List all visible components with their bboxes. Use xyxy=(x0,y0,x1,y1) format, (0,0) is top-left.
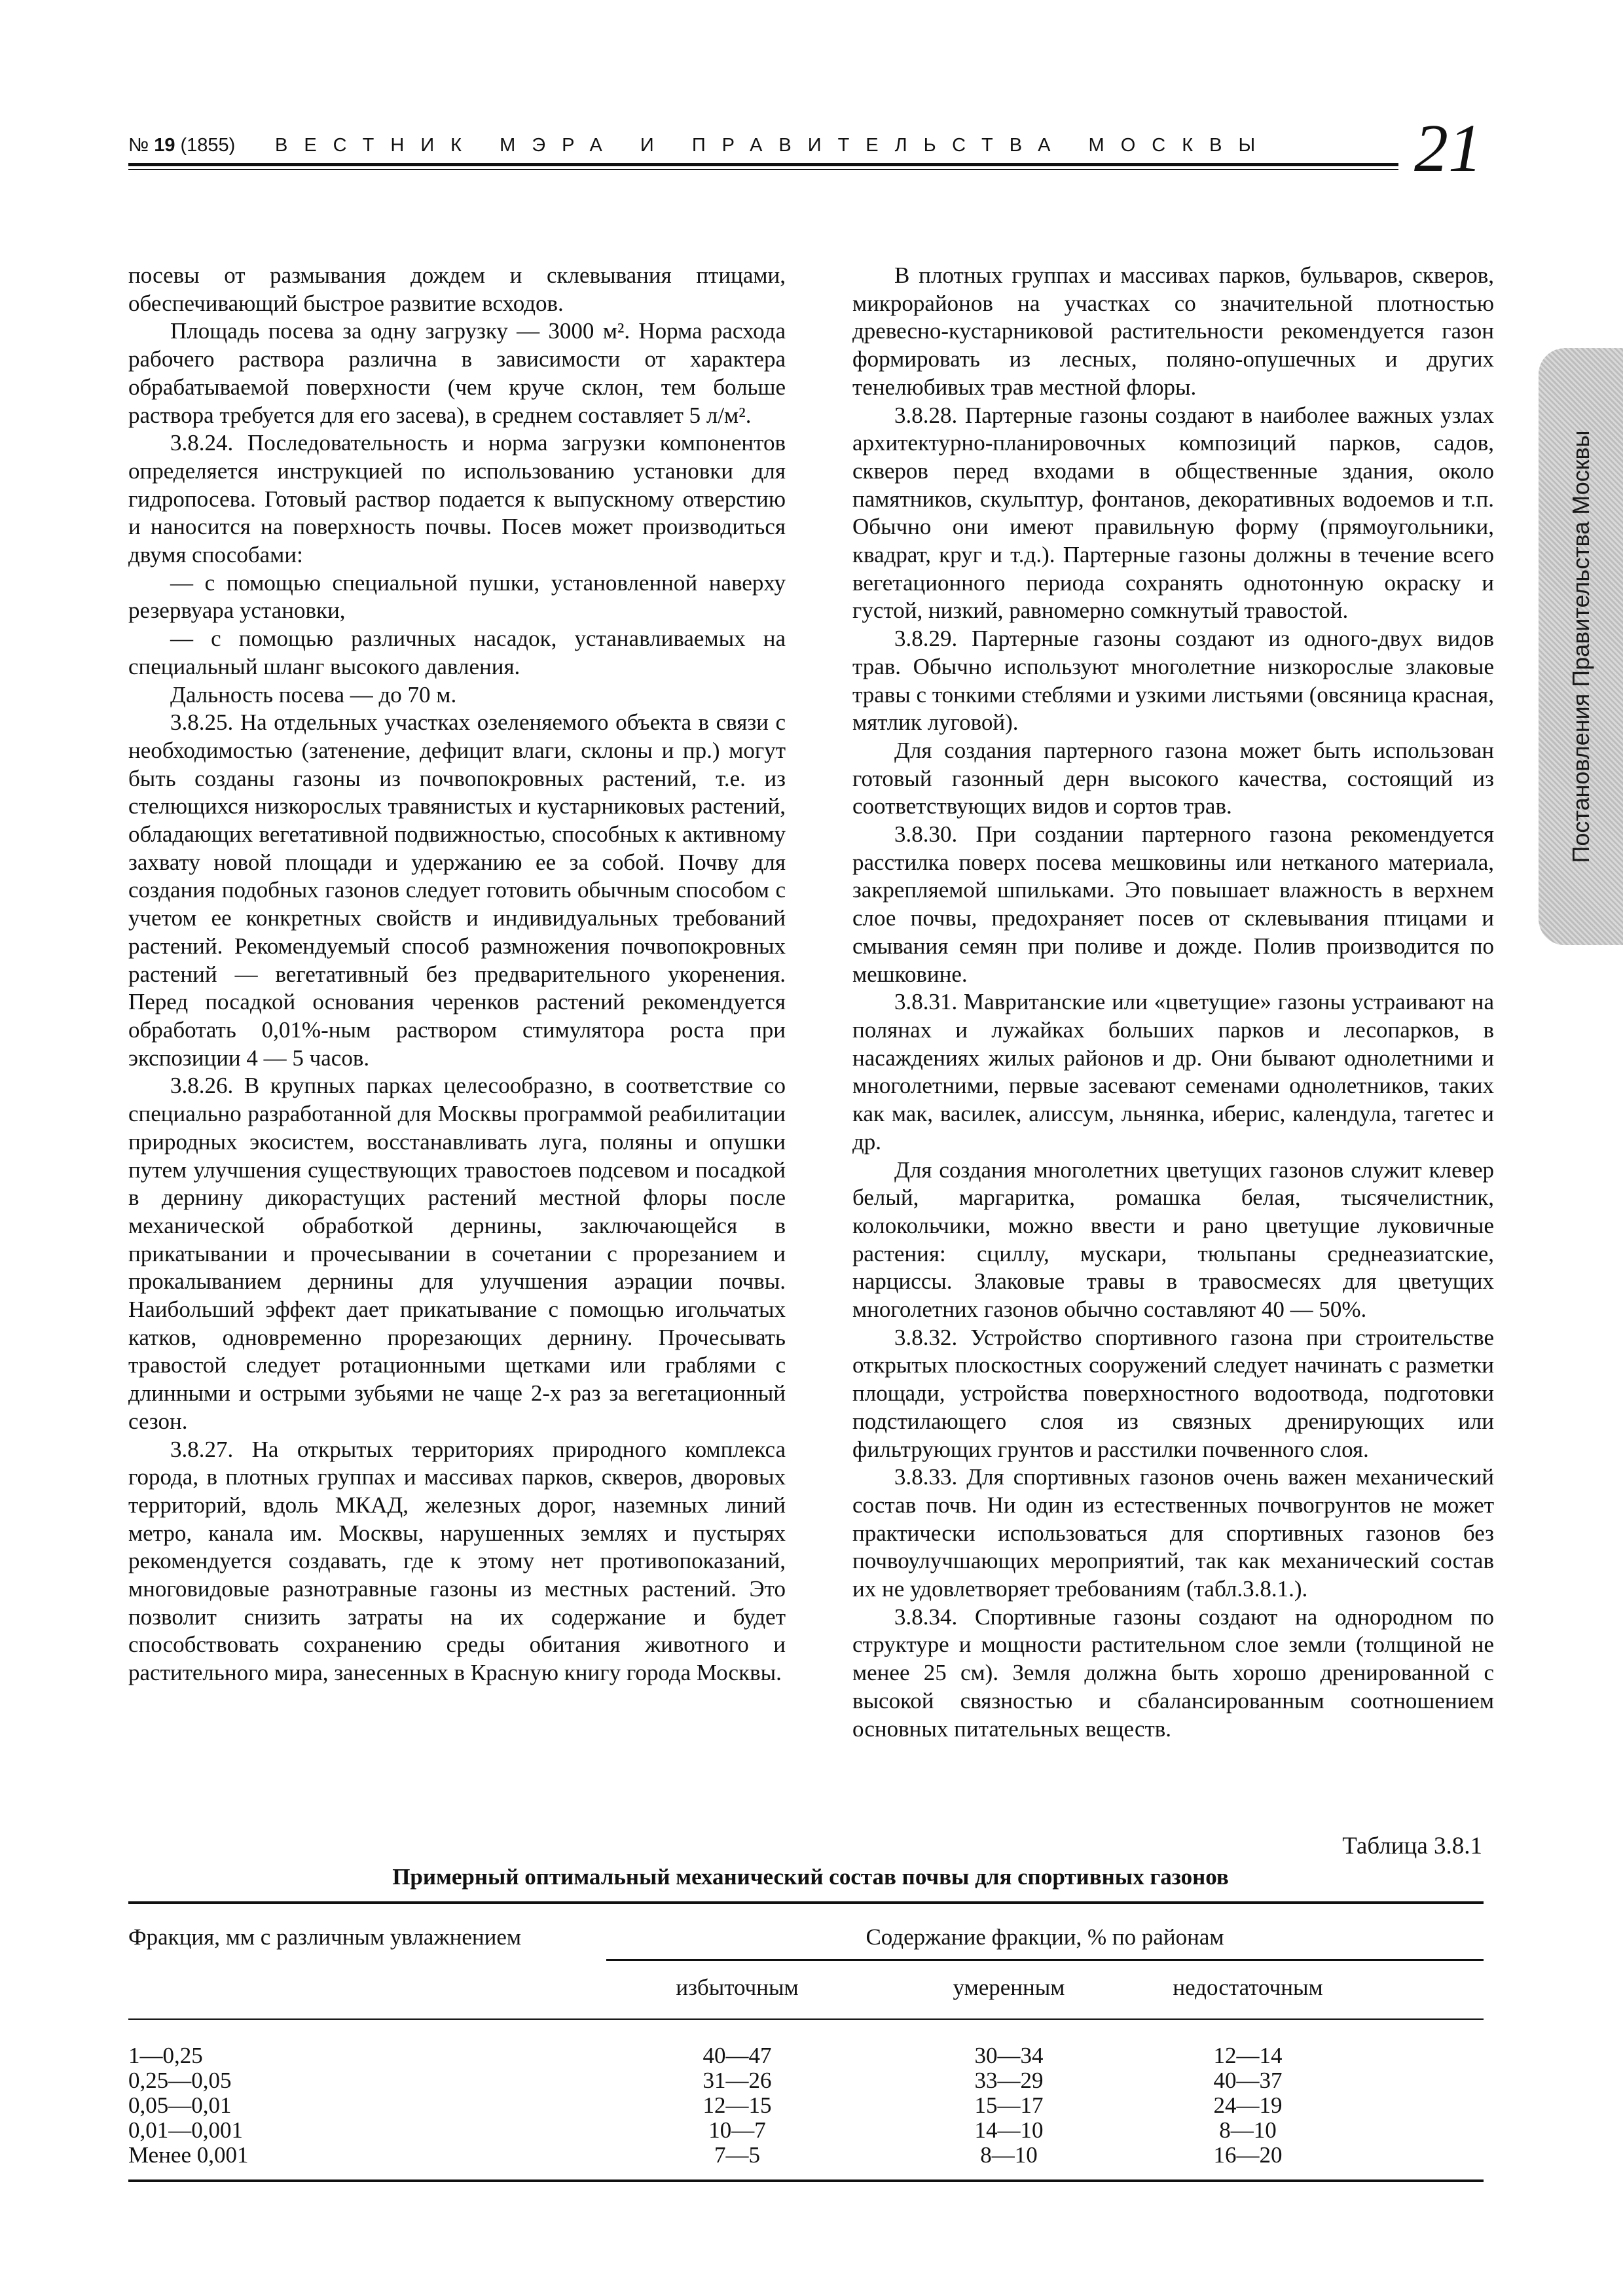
value-cell: 12—15 xyxy=(702,2092,772,2118)
issue-label: № xyxy=(128,135,149,156)
paragraph: 3.8.29. Партерные газоны создают из одного-двух видов трав. Обычно используют многолетние низкорослые злаковые травы с тонкими стеблями и узкими листьями (овсяница красная, мятлик луговой). xyxy=(852,626,1494,736)
table-row xyxy=(128,2019,1484,2068)
table-row xyxy=(128,2093,1484,2118)
paragraph: — с помощью различных насадок, устанавливаемых на специальный шланг высокого давления. xyxy=(128,626,786,679)
table-row xyxy=(128,2068,1484,2093)
paragraph: Площадь посева за одну загрузку — 3000 м². Норма расхода рабочего раствора различна в зависимости от характера обрабатываемой поверхности (чем круче склон, тем больше раствора требуется для его засева), в среднем составляет 5 л/м². xyxy=(128,318,786,428)
subheader-excessive: избыточным xyxy=(606,1960,868,2020)
issue-serial: (1855) xyxy=(180,135,236,156)
header-rule-thin xyxy=(128,169,1398,170)
value-cell: 10—7 xyxy=(708,2117,766,2143)
spacer-cell xyxy=(1346,2118,1484,2143)
value-cell: 15—17 xyxy=(974,2092,1044,2118)
column-header-content: Содержание фракции, % по районам xyxy=(606,1903,1484,1960)
journal-title: ВЕСТНИК МЭРА И ПРАВИТЕЛЬСТВА МОСКВЫ xyxy=(275,135,1272,156)
value-cell: 8—10 xyxy=(1219,2117,1277,2143)
page-number: 21 xyxy=(1414,111,1482,186)
column-header-fraction: Фракция, мм с различным увлажнением xyxy=(128,1903,606,2019)
table-body xyxy=(128,2019,1484,2181)
section-side-tab-label: Постановления Правительства Москвы xyxy=(1567,430,1594,863)
soil-composition-table xyxy=(128,1901,1484,2182)
spacer-cell xyxy=(1346,2143,1484,2181)
paragraph: — с помощью специальной пушки, установленной наверху резервуара установки, xyxy=(128,569,786,624)
value-cell: 31—26 xyxy=(702,2068,772,2093)
issue-number: 19 xyxy=(154,135,175,156)
paragraph: 3.8.32. Устройство спортивного газона при строительстве открытых плоскостных сооружений следует начинать с разметки площади, устройства поверхностного водоотвода, подготовки подстилающего слоя из связных дренирующих или фильтрующих грунтов и расстилки почвенного слоя. xyxy=(852,1324,1494,1462)
paragraph: 3.8.27. На открытых территориях природного комплекса города, в плотных группах и массивах парков, скверов, дворовых территорий, вдоль МКАД, железных дорог, наземных линий метро, канала им. Москвы, нарушенных землях и пустырях рекомендуется создавать, где к этому нет противопоказаний, многовидовые разнотравные газоны из местных растений. Это позволит снизить затраты на их содержание и будет способствовать сохранению среды обитания животного и растительного мира, занесенных в Красную книгу города Москвы. xyxy=(128,1436,786,1686)
spacer-cell xyxy=(1346,2093,1484,2118)
value-cell: 33—29 xyxy=(974,2068,1044,2093)
table-row xyxy=(128,2143,1484,2181)
table-title: Примерный оптимальный механический состав почвы для спортивных газонов xyxy=(392,1864,1229,1890)
value-cell: 16—20 xyxy=(1150,2143,1346,2181)
right-text-column xyxy=(852,262,1494,1793)
value-cell: 24—19 xyxy=(1213,2092,1283,2118)
paragraph: посевы от размывания дождем и склевывания птицами, обеспечивающий быстрое развитие всходов. xyxy=(128,262,786,316)
left-text-column xyxy=(128,262,786,1793)
value-cell: 14—10 xyxy=(974,2117,1044,2143)
subheader-insufficient: недостаточным xyxy=(1150,1960,1346,2020)
paragraph: 3.8.34. Спортивные газоны создают на однородном по структуре и мощности растительном слое земли (толщиной не менее 25 см). Земля должна быть хорошо дренированной с высокой связностью и сбалансированным соотношением основных питательных веществ. xyxy=(852,1604,1494,1742)
fraction-cell: 0,01—0,001 xyxy=(128,2117,243,2143)
spacer-cell xyxy=(1346,2068,1484,2093)
spacer-cell xyxy=(1346,2019,1484,2068)
issue-info xyxy=(128,135,235,156)
paragraph: Для создания многолетних цветущих газонов служит клевер белый, маргаритка, ромашка белая, тысячелистник, колокольчики, можно ввести и рано цветущие луковичные растения: сциллу, мускари, тюльпаны среднеазиатские, нарциссы. Злаковые травы в травосмесях для цветущих многолетних газонов обычно составляют 40 — 50%. xyxy=(852,1157,1494,1323)
fraction-cell: 0,05—0,01 xyxy=(128,2092,232,2118)
paragraph: Для создания партерного газона может быть использован готовый газонный дерн высокого качества, состоящий из соответствующих видов и сортов трав. xyxy=(852,737,1494,819)
value-cell: 12—14 xyxy=(1150,2019,1346,2068)
subheader-spacer xyxy=(1346,1960,1484,2020)
paragraph: Дальность посева — до 70 м. xyxy=(170,681,457,708)
fraction-cell: Менее 0,001 xyxy=(128,2143,606,2181)
fraction-cell: 1—0,25 xyxy=(128,2019,606,2068)
fraction-cell: 0,25—0,05 xyxy=(128,2068,232,2093)
value-cell: 30—34 xyxy=(868,2019,1150,2068)
value-cell: 8—10 xyxy=(868,2143,1150,2181)
value-cell: 40—47 xyxy=(606,2019,868,2068)
header-rule xyxy=(128,163,1398,166)
paragraph: 3.8.30. При создании партерного газона рекомендуется расстилка поверх посева мешковины или нетканого материала, закрепляемой шпильками. Это повышает влажность в верхнем слое почвы, предохраняет посев от склевывания птицами и смывания семян при поливе и дожде. Полив производится по мешковине. xyxy=(852,821,1494,987)
paragraph: 3.8.25. На отдельных участках озеленяемого объекта в связи с необходимостью (затенение, дефицит влаги, склоны и пр.) могут быть созданы газоны из почвопокровных растений, т.е. из стелющихся низкорослых травянистых и кустарниковых растений, обладающих вегетативной подвижностью, способных к активному захвату новой площади и удержанию ее за собой. Почву для создания подобных газонов следует готовить обычным способом с учетом ее конкретных свойств и индивидуальных требований растений. Рекомендуемый способ размножения почвопокровных растений — вегетативный без предварительного укоренения. Перед посадкой основания черенков растений рекомендуется обработать 0,01%-ным раствором стимулятора роста при экспозиции 4 — 5 часов. xyxy=(128,709,786,1071)
subheader-moderate: умеренным xyxy=(868,1960,1150,2020)
paragraph: В плотных группах и массивах парков, бульваров, скверов, микрорайонов на участках со значительной плотностью древесно-кустарниковой растительности рекомендуется газон формировать из лесных, поляно-опушечных и других тенелюбивых трав местной флоры. xyxy=(852,262,1494,400)
paragraph: 3.8.31. Мавританские или «цветущие» газоны устраивают на полянах и лужайках больших парков и лесопарков, в насаждениях жилых районов и др. Они бывают однолетними и многолетними, первые засевают семенами однолетников, таких как мак, василек, алиссум, льнянка, иберис, календула, тагетес и др. xyxy=(852,989,1494,1155)
value-cell: 7—5 xyxy=(606,2143,868,2181)
section-side-tab xyxy=(1539,348,1623,945)
paragraph: 3.8.24. Последовательность и норма загрузки компонентов определяется инструкцией по использованию установки для гидропосева. Готовый раствор подается к выпускному отверстию и наносится на поверхность почвы. Посев может производиться двумя способами: xyxy=(128,430,786,568)
paragraph: 3.8.33. Для спортивных газонов очень важен механический состав почв. Ни один из естественных почвогрунтов не может практически использоваться для спортивных газонов без почвоулучшающих мероприятий, так как механический состав их не удовлетворяет требованиям (табл.3.8.1.). xyxy=(852,1464,1494,1602)
value-cell: 40—37 xyxy=(1213,2068,1283,2093)
paragraph: 3.8.28. Партерные газоны создают в наиболее важных узлах архитектурно-планировочных композиций парков, садов, скверов перед входами в общественные здания, около памятников, скульптур, фонтанов, декоративных водоемов и т.п. Обычно они имеют правильную форму (прямоугольники, квадрат, круг и т.д.). Партерные газоны должны в течение всего вегетационного периода сохранять однотонную окраску и густой, низкий, равномерно сомкнутый травостой. xyxy=(852,402,1494,624)
table-label: Таблица 3.8.1 xyxy=(1342,1833,1482,1859)
table-row xyxy=(128,2118,1484,2143)
paragraph: 3.8.26. В крупных парках целесообразно, в соответствие со специально разработанной для Москвы программой реабилитации природных экосистем, восстанавливать луга, поляны и опушки путем улучшения существующих травостоев подсевом и посадкой в дернину дикорастущих растений местной флоры после механической обработкой дернины, заключающейся в прикатывании и прочесывании в сочетании с прорезанием и прокалыванием дернины для улучшения аэрации почвы. Наибольший эффект дает прикатывание с помощью игольчатых катков, одновременно прорезающих дернину. Прочесывать травостой следует ротационными щетками или граблями с длинными и острыми зубьями не чаще 2-х раз за вегетационный сезон. xyxy=(128,1073,786,1434)
